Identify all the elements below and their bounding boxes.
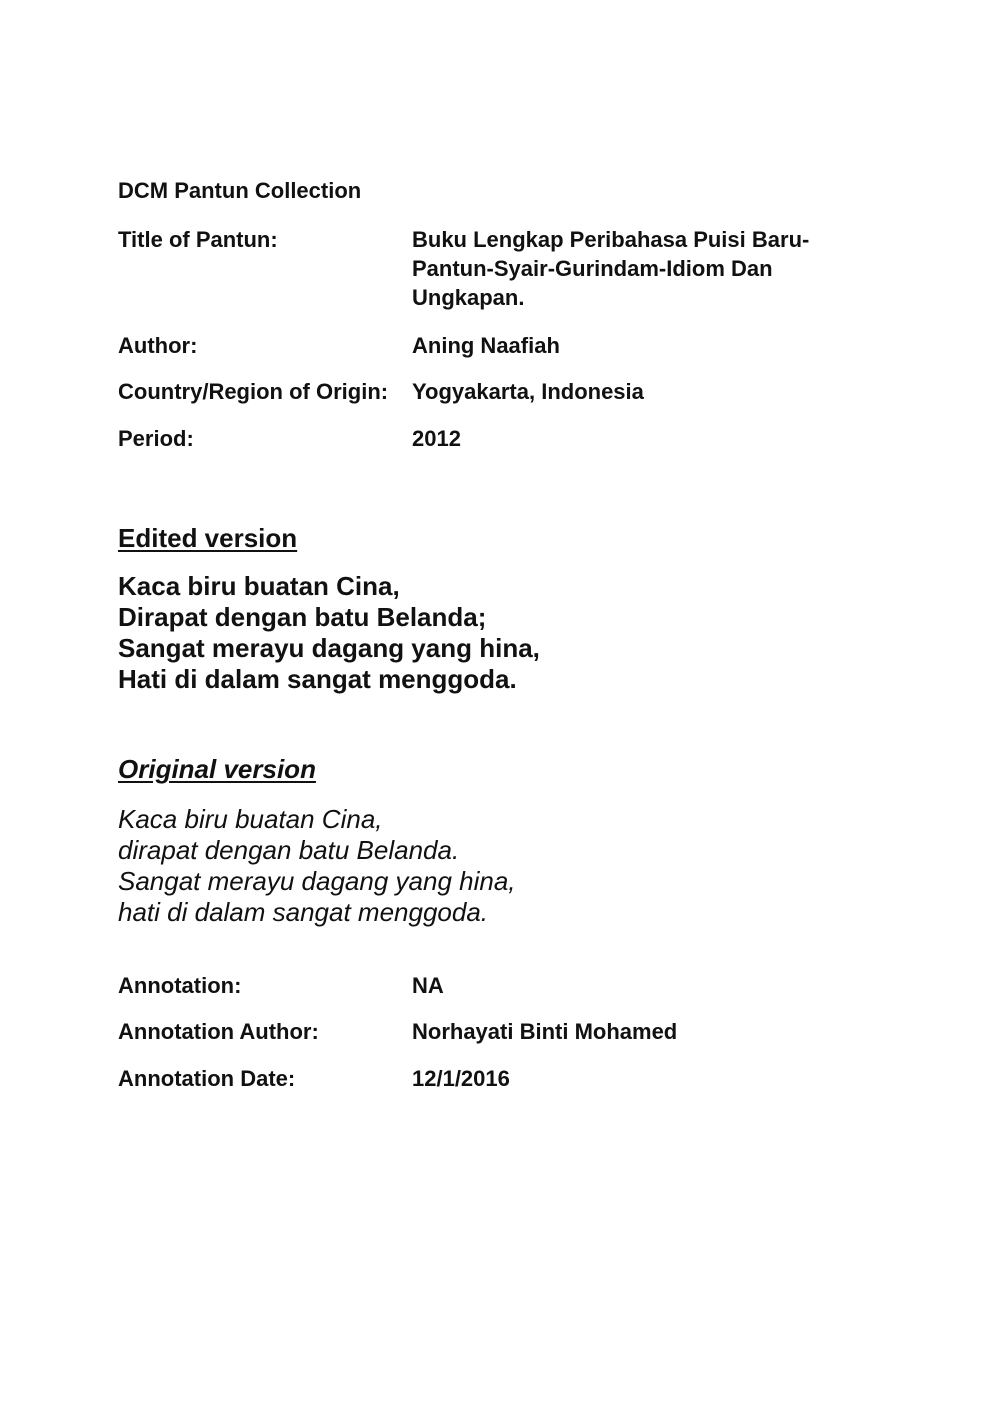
verse-line: Dirapat dengan batu Belanda; — [118, 602, 487, 632]
original-version-heading: Original version — [118, 754, 316, 784]
edited-verse — [118, 571, 818, 695]
verse-line: Sangat merayu dagang yang hina, — [118, 866, 516, 896]
original-verse — [118, 804, 818, 928]
annotation-date-value: 12/1/2016 — [412, 1066, 510, 1091]
verse-line: Kaca biru buatan Cina, — [118, 804, 383, 834]
metadata-label: Title of Pantun: — [118, 227, 278, 252]
annotation-author-label: Annotation Author: — [118, 1019, 319, 1044]
metadata-label: Country/Region of Origin: — [118, 379, 389, 404]
metadata-value: 2012 — [412, 426, 461, 451]
metadata-value: Buku Lengkap Peribahasa Puisi Baru-Pantun-Syair-Gurindam-Idiom Dan Ungkapan. — [412, 227, 810, 310]
verse-line: dirapat dengan batu Belanda. — [118, 835, 460, 865]
metadata-value: Aning Naafiah — [412, 333, 560, 358]
metadata-value: Yogyakarta, Indonesia — [412, 379, 644, 404]
metadata-label: Period: — [118, 426, 194, 451]
verse-line: Kaca biru buatan Cina, — [118, 571, 400, 601]
annotation-value: NA — [412, 973, 444, 998]
annotation-date-label: Annotation Date: — [118, 1066, 296, 1091]
annotation-author-value: Norhayati Binti Mohamed — [412, 1019, 678, 1044]
metadata-label: Author: — [118, 333, 198, 358]
verse-line: Sangat merayu dagang yang hina, — [118, 633, 540, 663]
edited-version-heading: Edited version — [118, 523, 298, 553]
verse-line: Hati di dalam sangat menggoda. — [118, 664, 517, 694]
collection-title: DCM Pantun Collection — [118, 178, 362, 203]
annotation-label: Annotation: — [118, 973, 242, 998]
verse-line: hati di dalam sangat menggoda. — [118, 897, 489, 927]
